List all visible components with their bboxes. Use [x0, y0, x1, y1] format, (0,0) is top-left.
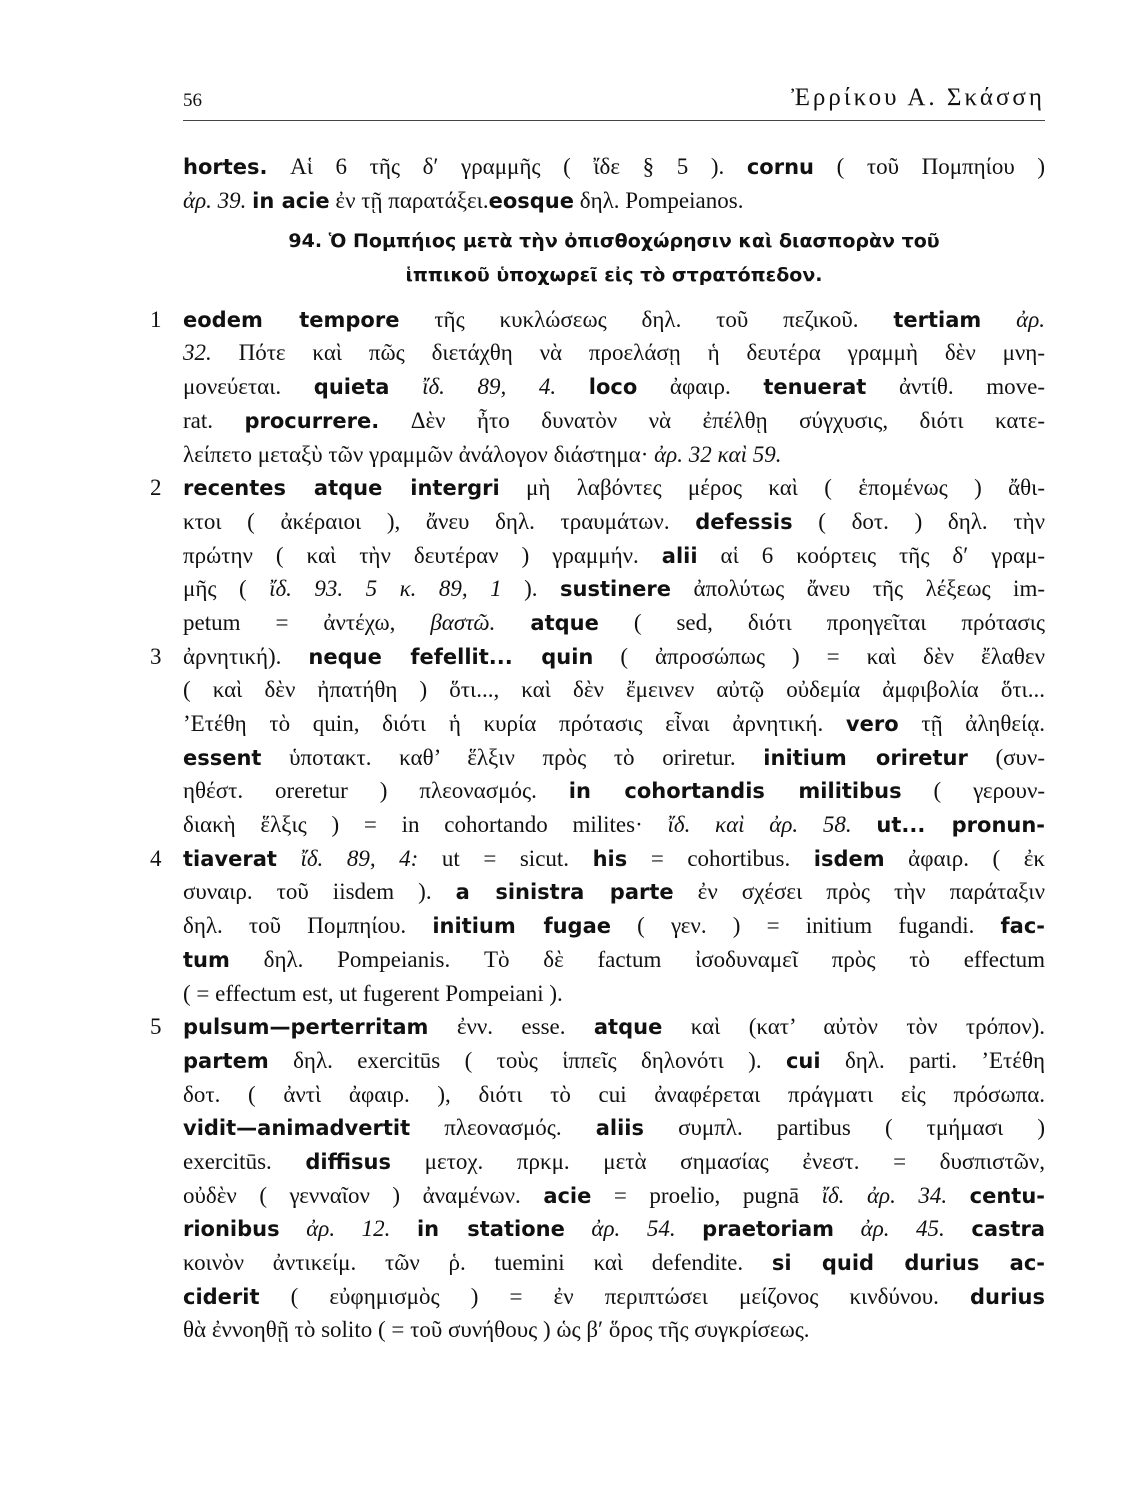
commentary-body [150, 303, 1046, 1347]
gloss: ( τοῦ Πομπηίου ) [814, 154, 1045, 179]
lemma: eodem tempore [183, 307, 400, 332]
lemma: tertiam [893, 307, 982, 332]
lemma: initium fugae [432, 914, 611, 939]
lemma: eosque [488, 188, 574, 213]
lemma: si quid durius ac- [771, 1251, 1046, 1275]
lemma: ut... pronun- [876, 813, 1046, 838]
gloss: exercitūs. [183, 1148, 306, 1174]
text-line [183, 977, 1045, 1011]
gloss [277, 846, 301, 871]
lemma: sustinere [560, 577, 672, 602]
text-line [150, 640, 1045, 674]
reference: ἀρ. [1016, 306, 1046, 332]
text-line [183, 943, 1045, 977]
text-line [183, 909, 1045, 943]
gloss: διακὴ ἕλξις ) = in cohortando milites· [183, 812, 668, 838]
text-line [183, 505, 1045, 539]
gloss: τῆς κυκλώσεως δηλ. τοῦ πεζικοῦ. [399, 306, 894, 332]
lemma: defessis [695, 509, 793, 534]
reference: 32. [183, 340, 212, 366]
gloss: ( γεν. ) = initium fugandi. [611, 913, 1001, 939]
text-line [183, 707, 1045, 741]
gloss: ἀντίθ. move- [866, 374, 1045, 400]
text-line [183, 673, 1045, 707]
lemma: acie [543, 1183, 592, 1208]
text-line [183, 1179, 1045, 1213]
gloss: ἐν τῇ παρατάξει. [329, 187, 489, 213]
reference: βαστῶ. [430, 609, 496, 635]
reference: ἴδ. ἀρ. 34. [821, 1182, 948, 1208]
gloss: Δὲν ἦτο δυνατὸν νὰ ἐπέλθῃ σύγχυσις, διότι κατε- [379, 407, 1045, 433]
gloss: ( sed, διότι προηγεῖται πρότασις [598, 609, 1046, 635]
text-line [183, 875, 1045, 909]
text-line [183, 336, 1045, 370]
gloss: ( ἀπροσώπως ) = καὶ δὲν ἔλαθεν [593, 643, 1045, 669]
gloss: πλεονασμός. [410, 1115, 596, 1141]
commentary-text [150, 150, 1046, 1347]
lemma: recentes atque intergri [183, 476, 500, 501]
gloss: ). [501, 576, 561, 602]
gloss: μονεύεται. [183, 374, 314, 400]
text-line [183, 1111, 1045, 1145]
lemma: atque [530, 610, 599, 635]
line-number: 1 [150, 306, 162, 332]
text-line [150, 471, 1046, 505]
lemma: essent [183, 745, 262, 770]
lemma: vero [845, 712, 899, 736]
lemma: isdem [813, 846, 885, 871]
gloss: μετοχ. πρκμ. μετὰ σημασίας ἐνεστ. = δυσπιστῶν, [391, 1148, 1046, 1174]
reference: ἀρ. 54. [591, 1216, 676, 1242]
lemma: centu- [969, 1183, 1046, 1208]
gloss: δηλ. Pompeianos. [573, 187, 744, 213]
lemma: pulsum—perterritam [183, 1015, 429, 1040]
gloss: ἀπολύτως ἄνευ τῆς λέξεως im- [671, 576, 1045, 602]
gloss: ηθέστ. oreretur ) πλεονασμός. [183, 778, 569, 804]
lemma: rionibus [183, 1217, 280, 1242]
reference: ἀρ. 45. [860, 1216, 945, 1242]
reference: ἴδ. 89, 4. [422, 374, 557, 400]
gloss: συναιρ. τοῦ iisdem ). [183, 879, 456, 905]
lemma: in acie [252, 188, 330, 213]
lemma: his [592, 846, 628, 871]
lemma: diffisus [305, 1149, 391, 1174]
text-line [150, 1010, 1046, 1044]
gloss [947, 1183, 970, 1208]
gloss: δοτ. ( ἀντὶ ἀφαιρ. ), διότι τὸ cui ἀναφέρεται πράγματι εἰς πρόσωπα. [183, 1081, 1045, 1107]
text-line [183, 150, 1045, 184]
text-line [150, 842, 1045, 876]
lemma: cornu [746, 155, 814, 179]
text-line [150, 303, 1046, 337]
lemma: in cohortandis militibus [568, 779, 902, 804]
running-head: Ἐρρίκου Α. Σκάσση [791, 84, 1045, 111]
gloss: δηλ. Pompeianis. Τὸ δὲ factum ἰσοδυναμεῖ πρὸς τὸ effectum [229, 946, 1045, 972]
text-line [183, 1044, 1045, 1078]
lemma: alii [661, 543, 698, 568]
lemma: a sinistra parte [455, 880, 674, 905]
line-number: 5 [150, 1014, 162, 1040]
lemma: in statione [416, 1217, 565, 1242]
gloss: δηλ. parti. ’Ετέθη [820, 1047, 1045, 1073]
gloss: θὰ ἐννοηθῇ τὸ solito ( = τοῦ συνήθους ) ὡς β′ ὅρος τῆς συγκρίσεως. [183, 1317, 810, 1343]
gloss [834, 1216, 861, 1241]
text-line [183, 438, 1045, 472]
text-line [183, 1212, 1045, 1246]
text-line [183, 404, 1045, 438]
gloss: ἀφαιρ. [637, 374, 764, 400]
gloss [390, 1216, 417, 1241]
gloss [676, 1216, 703, 1241]
gloss: ἐν σχέσει πρὸς τὴν παράταξιν [673, 879, 1045, 905]
lemma: tenuerat [763, 375, 867, 400]
section-title-line-2: ἱππικοῦ ὑποχωρεῖ εἰς τὸ στρατόπεδον. [405, 264, 823, 287]
lemma: ciderit [183, 1284, 260, 1309]
text-line [183, 1313, 1045, 1347]
gloss: λείπετο μεταξὺ τῶν γραμμῶν ἀνάλογον διάστημα· [183, 441, 655, 467]
gloss: ’Ετέθη τὸ quin, διότι ἡ κυρία πρότασις εἶναι ἀρνητική. [183, 711, 846, 736]
gloss: ( γερουν- [901, 778, 1045, 804]
lemma: loco [588, 375, 638, 400]
reference: ἀρ. 39. [183, 187, 247, 213]
gloss: ( = effectum est, ut fugerent Pompeiani ). [183, 980, 563, 1006]
gloss: ἐνν. esse. [428, 1014, 594, 1040]
text-line [183, 808, 1045, 842]
gloss [556, 374, 589, 399]
gloss: ( δοτ. ) δηλ. τὴν [792, 508, 1045, 534]
lemma: vidit—animadvertit [183, 1116, 411, 1141]
gloss [280, 1216, 307, 1241]
gloss [945, 1216, 972, 1241]
lemma: quieta [313, 375, 390, 400]
gloss: κτοι ( ἀκέραιοι ), ἄνευ δηλ. τραυμάτων. [183, 508, 696, 534]
gloss: ut = sicut. [418, 845, 593, 871]
text-line [183, 1145, 1045, 1179]
line-number: 3 [150, 643, 162, 669]
gloss [389, 374, 422, 399]
page-header [183, 84, 1045, 121]
gloss: δηλ. exercitūs ( τοὺς ἱππεῖς δηλονότι ). [268, 1047, 786, 1073]
reference: ἴδ. 93. 5 κ. 89, 1 [269, 576, 502, 602]
gloss: ( καὶ δὲν ἠπατήθη ) ὅτι..., καὶ δὲν ἔμεινεν αὐτῷ οὐδεμία ἀμφιβολία ὅτι... [183, 677, 1045, 703]
gloss: μὴ λαβόντες μέρος καὶ ( ἑπομένως ) ἄθι- [499, 475, 1046, 501]
lemma: neque fefellit... quin [308, 644, 594, 669]
lemma: castra [971, 1217, 1046, 1242]
gloss: δηλ. τοῦ Πομπηίου. [183, 913, 433, 939]
lemma: durius [970, 1284, 1045, 1309]
text-line [183, 606, 1045, 640]
gloss: = proelio, pugnā [591, 1182, 822, 1208]
gloss: = cohortibus. [627, 845, 814, 871]
lemma: tum [183, 947, 230, 972]
text-line [183, 774, 1045, 808]
gloss: ἀρνητική). [183, 643, 309, 669]
gloss: rat. [183, 407, 245, 433]
lemma: procurrere. [244, 408, 380, 433]
lemma: cui [785, 1048, 821, 1073]
line-number: 2 [150, 475, 162, 501]
text-line [183, 184, 1045, 218]
gloss: καὶ (κατ’ αὐτὸν τὸν τρόπον). [662, 1014, 1046, 1040]
text-line [183, 572, 1045, 606]
reference: ἴδ. καὶ ἀρ. 58. [667, 812, 852, 838]
lemma: fac- [1000, 914, 1045, 939]
lemma: hortes. [183, 155, 268, 179]
page-number: 56 [183, 90, 202, 111]
text-line [183, 1246, 1045, 1280]
gloss [852, 812, 877, 837]
lemma: atque [593, 1015, 663, 1040]
text-line [183, 1280, 1045, 1314]
text-line [183, 1078, 1045, 1112]
gloss: συμπλ. partibus ( τμήμασι ) [644, 1115, 1045, 1141]
gloss [495, 610, 530, 635]
reference: ἀρ. 12. [306, 1216, 391, 1242]
gloss: τῇ ἀληθείᾳ. [898, 711, 1046, 736]
gloss: ἀφαιρ. ( ἐκ [884, 845, 1045, 871]
gloss: ( εὐφημισμὸς ) = ἐν περιπτώσει μείζονος κινδύνου. [259, 1283, 970, 1309]
gloss [981, 307, 1016, 332]
reference: ἴδ. 89, 4: [300, 845, 419, 871]
reference: ἀρ. 32 καὶ 59. [654, 441, 782, 467]
gloss: ὑποτακτ. καθ’ ἕλξιν πρὸς τὸ oriretur. [261, 744, 764, 770]
gloss: κοινὸν ἀντικείμ. τῶν ῥ. tuemini καὶ defendite. [183, 1250, 772, 1275]
lemma: praetoriam [702, 1217, 835, 1242]
gloss: αἱ 6 κοόρτεις τῆς δ′ γραμ- [697, 542, 1045, 568]
gloss: Πότε καὶ πῶς διετάχθη νὰ προελάσῃ ἡ δευτέρα γραμμὴ δὲν μνη- [211, 340, 1045, 366]
intro-block [183, 150, 1045, 217]
text-line [183, 370, 1045, 404]
text-line [183, 741, 1045, 775]
gloss: Αἱ 6 τῆς δ′ γραμμῆς ( ἴδε § 5 ). [267, 154, 747, 179]
section-title-line-1: 94. Ὁ Πομπήιος μετὰ τὴν ὀπισθοχώρησιν καὶ διασπορὰν τοῦ [288, 230, 940, 253]
text-line [183, 539, 1045, 573]
gloss: μῆς ( [183, 576, 270, 602]
lemma: tiaverat [183, 846, 277, 871]
gloss: petum = ἀντέχω, [183, 609, 431, 635]
gloss: (συν- [967, 744, 1045, 770]
gloss: οὐδὲν ( γενναῖον ) ἀναμένων. [183, 1182, 544, 1208]
line-number: 4 [150, 845, 162, 871]
gloss [565, 1216, 592, 1241]
lemma: initium oriretur [763, 745, 968, 770]
lemma: partem [183, 1048, 269, 1073]
gloss: πρώτην ( καὶ τὴν δευτέραν ) γραμμήν. [183, 542, 662, 568]
lemma: aliis [595, 1116, 644, 1141]
